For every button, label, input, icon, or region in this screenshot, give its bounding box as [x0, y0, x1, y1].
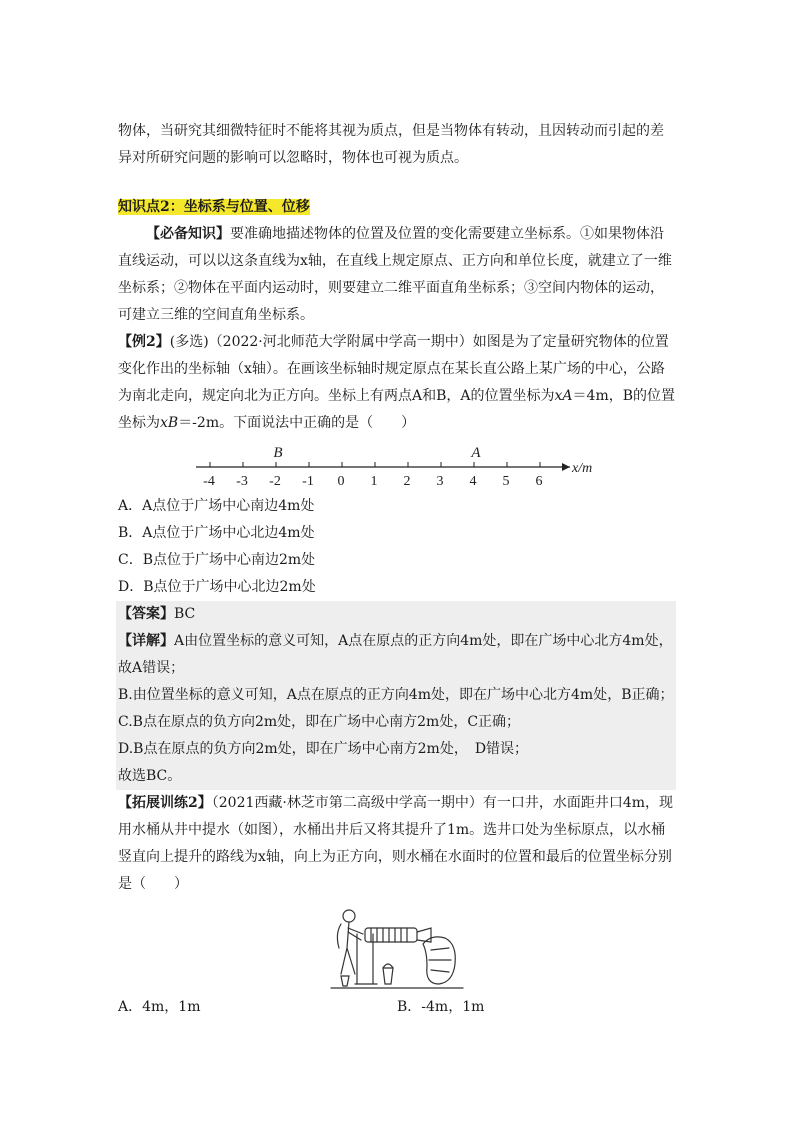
well-illustration — [118, 904, 676, 990]
detail-line-4: D.B点在原点的负方向2m处，即在广场中心南方2m处， D错误； — [118, 741, 529, 757]
answer-tag: 【答案】 — [118, 606, 174, 622]
axis-tick-label: 6 — [535, 474, 543, 489]
extension2-question — [118, 790, 676, 898]
axis-point-label-a: A — [471, 445, 481, 461]
extension2-option-a: A．4m，1m — [118, 999, 201, 1015]
example2-text-a: (多选)（2022·河北师范大学附属中学高一期中）如图是为了定量研究物体的位置变化作出的坐标轴（x轴）。在画该坐标轴时规定原点在某长直公路上某广场的中心，公路为南北走向，规定向北为正方向。坐标上有两点A和B，A的位置坐标为 — [118, 334, 669, 404]
knowledge-text: 要准确地描述物体的位置及位置的变化需要建立坐标系。①如果物体沿直线运动，可以以这条直线为x轴，在直线上规定原点、正方向和单位长度，就建立了一维坐标系；②物体在平面内运动时，则要建立二维平面直角坐标系；③空间内物体的运动，可建立三维的空间直角坐标系。 — [118, 226, 672, 323]
example2-option-a: A．A点位于广场中心南边4m处 — [118, 498, 315, 514]
axis-arrow — [562, 463, 570, 471]
answer-line — [118, 601, 676, 628]
answer-box — [116, 601, 676, 790]
extension2-options — [118, 996, 676, 1016]
example2-option-d: D．B点位于广场中心北边2m处 — [118, 579, 316, 595]
example2-text-c: ＝-2m。下面说法中正确的是（ ） — [178, 415, 416, 431]
example2-text-b: ＝4m，B的位置坐标为 — [118, 388, 676, 431]
answer-value: BC — [174, 606, 196, 622]
axis-tick-label: 2 — [403, 474, 411, 489]
axis-tick-label: 4 — [469, 474, 477, 489]
detail-text-1: A由位置坐标的意义可知，A点在原点的正方向4m处，即在广场中心北方4m处，故A错误； — [118, 633, 673, 676]
axis-unit-label: x/m — [572, 461, 593, 476]
section-title-text: 知识点2：坐标系与位置、位移 — [118, 199, 310, 215]
axis-tick-label: 1 — [370, 474, 378, 489]
axis-tick-label: -3 — [236, 474, 248, 489]
axis-tick-label: 0 — [337, 474, 345, 489]
number-axis-figure — [118, 439, 676, 489]
detail-tag: 【详解】 — [118, 633, 174, 649]
document-page — [118, 118, 676, 1016]
intro-paragraph: 物体，当研究其细微特征时不能将其视为质点，但是当物体有转动，且因转动而引起的差异对所研究问题的影响可以忽略时，物体也可视为质点。 — [118, 123, 664, 166]
detail-line-2: B.由位置坐标的意义可知，A点在原点的正方向4m处，即在广场中心北方4m处，B正确； — [118, 687, 674, 703]
knowledge-paragraph — [118, 221, 676, 329]
example2-xa-label: xA — [554, 388, 573, 404]
axis-tick-label: 3 — [436, 474, 444, 489]
axis-point-label-b: B — [273, 445, 283, 461]
extension2-tag: 【拓展训练2】 — [118, 795, 212, 811]
example2-option-c: C．B点位于广场中心南边2m处 — [118, 552, 316, 568]
detail-line-5: 故选BC。 — [118, 768, 182, 784]
well-windlass-picture — [327, 904, 467, 990]
example2-tag: 【例2】 — [118, 334, 170, 350]
detail-line-1 — [118, 628, 676, 682]
axis-tick-label: 5 — [502, 474, 510, 489]
example2-option-b: B．A点位于广场中心北边4m处 — [118, 525, 315, 541]
axis-tick-label: -2 — [269, 474, 281, 489]
extension2-text: （2021西藏·林芝市第二高级中学高一期中）有一口井，水面距井口4m，现用水桶从井中提水（如图），水桶出井后又将其提升了1m。选井口处为坐标原点，以水桶竖直向上提升的路线为x轴，向上为正方向，则水桶在水面时的位置和最后的位置坐标分别是（ ） — [118, 795, 674, 892]
knowledge-tag: 【必备知识】 — [146, 226, 230, 242]
axis-tick-label: -4 — [203, 474, 215, 489]
section-title — [118, 194, 676, 221]
example2-question — [118, 329, 676, 437]
extension2-option-b: B．-4m，1m — [397, 999, 485, 1015]
axis-tick-label: -1 — [302, 474, 314, 489]
example2-xb-label: xB — [160, 415, 179, 431]
detail-line-3: C.B点在原点的负方向2m处，即在广场中心南方2m处，C正确； — [118, 714, 521, 730]
number-axis — [118, 439, 676, 489]
